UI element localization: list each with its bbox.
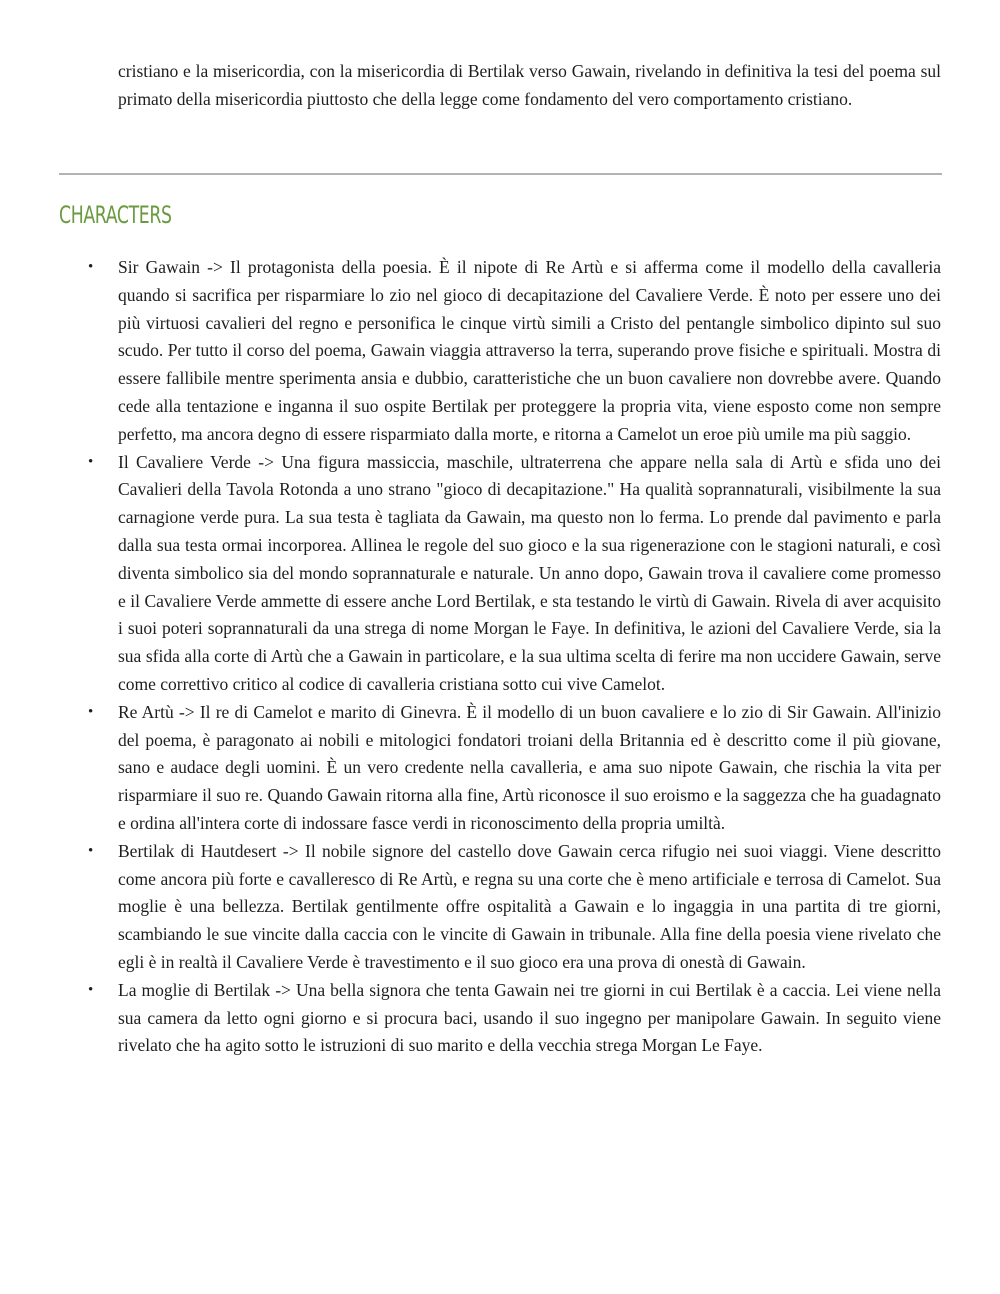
bullet-icon: • bbox=[88, 703, 94, 720]
character-description: La moglie di Bertilak -> Una bella signora che tenta Gawain nei tre giorni in cui Bertilak è a caccia. Lei viene nella sua camera da letto ogni giorno e si procura baci, usando il suo ingegno per manipolare Gawain. In seguito viene rivelato che ha agito sotto le istruzioni di suo marito e della vecchia strega Morgan Le Faye. bbox=[118, 979, 941, 1056]
list-item bbox=[88, 977, 941, 1060]
list-item bbox=[88, 838, 941, 977]
bullet-icon: • bbox=[88, 842, 94, 859]
bullet-icon: • bbox=[88, 981, 94, 998]
section-divider bbox=[59, 173, 942, 175]
section-heading: CHARACTERS bbox=[59, 201, 172, 229]
characters-list bbox=[88, 254, 941, 1060]
list-item bbox=[88, 699, 941, 838]
list-item bbox=[88, 254, 941, 449]
bullet-icon: • bbox=[88, 259, 94, 275]
intro-paragraph: cristiano e la misericordia, con la misericordia di Bertilak verso Gawain, rivelando in definitiva la tesi del poema sul primato della misericordia piuttosto che della legge come fondamento del vero comportamento cristiano. bbox=[118, 61, 941, 109]
bullet-icon: • bbox=[88, 453, 94, 470]
character-description: Bertilak di Hautdesert -> Il nobile signore del castello dove Gawain cerca rifugio nei suoi viaggi. Viene descritto come ancora più forte e cavalleresco di Re Artù, e regna su una corte che è meno artificiale e terrosa di Camelot. Sua moglie è una bellezza. Bertilak gentilmente offre ospitalità a Gawain e lo ingaggia in una partita di tre giorni, scambiando le sue vincite dalla caccia con le vincite di Gawain in tribunale. Alla fine della poesia viene rivelato che egli è in realtà il Cavaliere Verde è travestimento e il suo gioco era una prova di onestà di Gawain. bbox=[118, 840, 941, 972]
character-description: Il Cavaliere Verde -> Una figura massiccia, maschile, ultraterrena che appare nella sala di Artù e sfida uno dei Cavalieri della Tavola Rotonda a uno strano "gioco di decapitazione." Ha qualità soprannaturali, visibilmente la sua carnagione verde pura. La sua testa è tagliata da Gawain, ma questo non lo ferma. Lo prende dal pavimento e parla dalla sua testa ormai incorporea. Allinea le regole del suo gioco e la sua rigenerazione con le stagioni naturali, e così diventa simbolico sia del mondo soprannaturale e naturale. Un anno dopo, Gawain trova il cavaliere come promesso e il Cavaliere Verde ammette di essere anche Lord Bertilak, e sta testando le virtù di Gawain. Rivela di aver acquisito i suoi poteri soprannaturali da una strega di nome Morgan le Faye. In definitiva, le azioni del Cavaliere Verde, sia la sua sfida alla corte di Artù che a Gawain in particolare, e la sua ultima scelta di ferire ma non uccidere Gawain, serve come correttivo critico al codice di cavalleria cristiana sotto cui vive Camelot. bbox=[118, 451, 941, 694]
list-item bbox=[88, 449, 941, 699]
character-description: Sir Gawain -> Il protagonista della poesia. È il nipote di Re Artù e si afferma come il modello della cavalleria quando si sacrifica per risparmiare lo zio nel gioco di decapitazione del Cavaliere Verde. È noto per essere uno dei più virtuosi cavalieri del regno e personifica le cinque virtù simili a Cristo del pentangle simbolico dipinto sul suo scudo. Per tutto il corso del poema, Gawain viaggia attraverso la terra, superando prove fisiche e spirituali. Mostra di essere fallibile mentre sperimenta ansia e dubbio, caratteristiche che un buon cavaliere non dovrebbe avere. Quando cede alla tentazione e inganna il suo ospite Bertilak per proteggere la propria vita, viene esposto come non sempre perfetto, ma ancora degno di essere risparmiato dalla morte, e ritorna a Camelot un eroe più umile ma più saggio. bbox=[118, 257, 941, 444]
character-description: Re Artù -> Il re di Camelot e marito di Ginevra. È il modello di un buon cavaliere e lo zio di Sir Gawain. All'inizio del poema, è paragonato ai nobili e mitologici fondatori troiani della Britannia ed è descritto come il più giovane, sano e audace degli uomini. È un vero credente nella cavalleria, e ama suo nipote Gawain, che rischia la vita per risparmiare il suo re. Quando Gawain ritorna alla fine, Artù riconosce il suo eroismo e la saggezza che ha guadagnato e ordina all'intera corte di indossare fasce verdi in riconoscimento della propria umiltà. bbox=[118, 701, 941, 833]
